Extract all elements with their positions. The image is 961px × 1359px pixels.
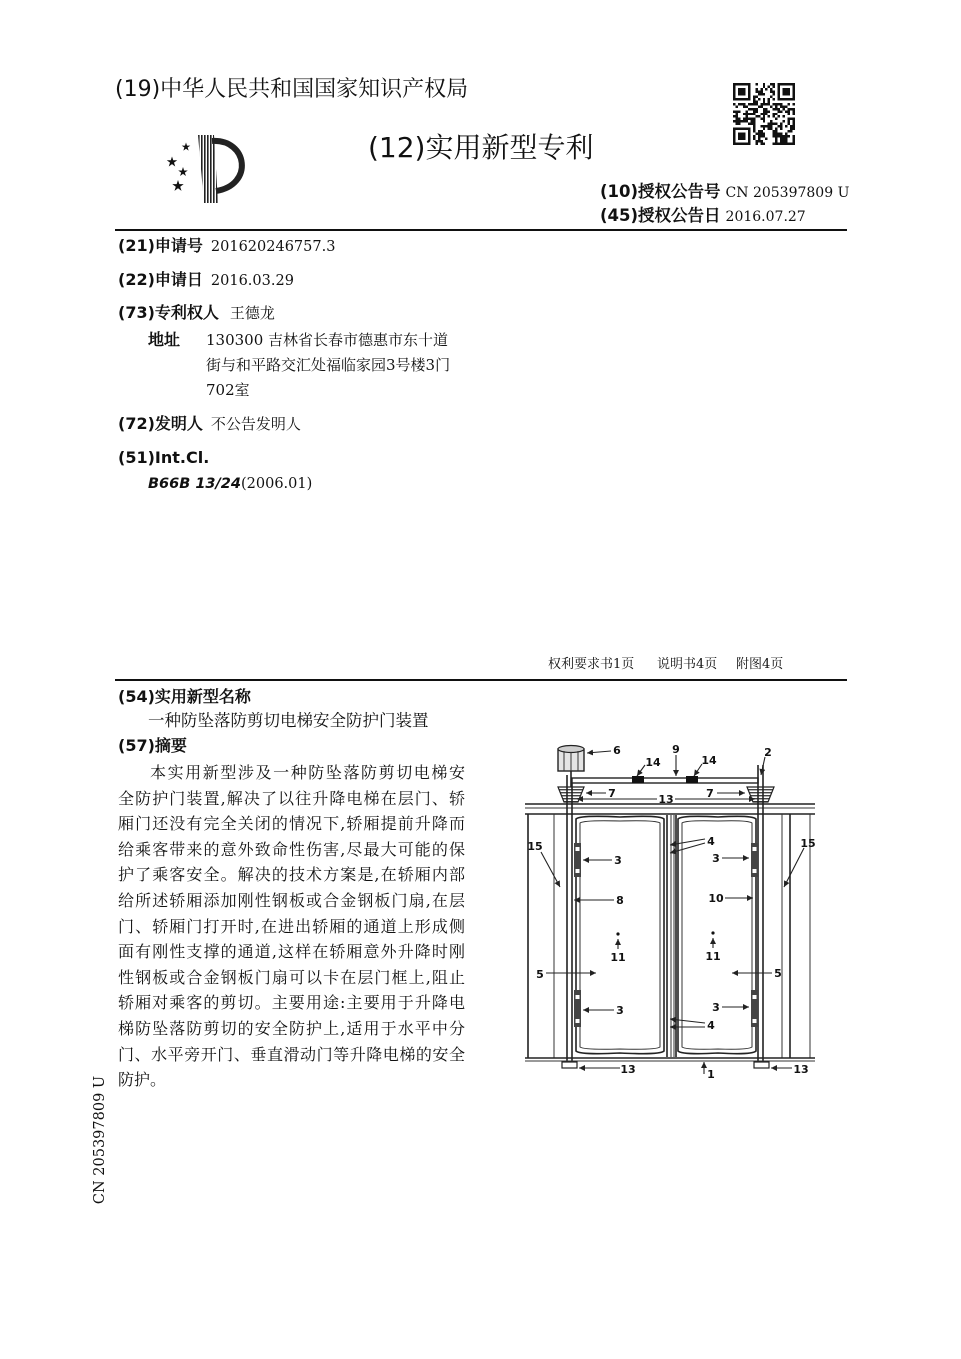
figure-reference-label: 3 — [712, 852, 720, 865]
abstract-label-row — [118, 736, 187, 756]
int-cl-label: (51)Int.Cl. — [118, 448, 210, 467]
int-cl-row — [118, 448, 209, 468]
section-divider — [115, 679, 847, 681]
inventor-row — [118, 414, 301, 434]
elevator-door-figure — [520, 735, 820, 1085]
logo-stem — [198, 135, 218, 203]
abstract-line: 门、水平旁开门、垂直滑动门等升降电梯的安全 — [118, 1044, 465, 1064]
figure-reference-label: 14 — [645, 756, 661, 769]
abstract-line: 轿厢对乘客的剪切。主要用途:主要用于升降电 — [118, 993, 465, 1013]
title-label: (54)实用新型名称 — [118, 687, 251, 706]
inventor-label: (72)发明人 — [118, 414, 203, 433]
door-panels — [576, 815, 756, 1057]
header-divider — [115, 229, 847, 231]
abstract-body — [118, 760, 465, 1093]
publication-number-row — [600, 182, 849, 202]
abstract-line: 给所述轿厢添加刚性钢板或合金钢板门扇,在层 — [118, 890, 465, 910]
figure-reference-label: 13 — [620, 1063, 636, 1076]
int-cl-code: B66B 13/24 — [148, 476, 241, 492]
filing-date: 2016.03.29 — [210, 273, 294, 289]
floor-blocks — [562, 1062, 769, 1068]
frame — [525, 765, 815, 1061]
figure-reference-label: 7 — [608, 787, 616, 800]
star-icon — [178, 167, 188, 176]
address-line: 702室 — [206, 381, 250, 399]
star-icon — [182, 143, 191, 151]
filing-date-label: (22)申请日 — [118, 270, 203, 289]
utility-model-title: 一种防坠落防剪切电梯安全防护门装置 — [148, 711, 429, 730]
figure-reference-label: 3 — [614, 854, 622, 867]
top-rail — [572, 776, 758, 783]
drawings-page-count: 附图4页 — [736, 657, 784, 672]
application-number-label: (21)申请号 — [118, 236, 203, 255]
figure-reference-label: 5 — [536, 968, 544, 981]
application-number: 201620246757.3 — [210, 239, 336, 255]
int-cl-version: (2006.01) — [240, 476, 313, 492]
side-publication-number: CN 205397809 U — [92, 1075, 108, 1205]
leader-arrow — [784, 848, 804, 887]
star-icon — [167, 157, 177, 167]
figure-reference-label: 13 — [793, 1063, 809, 1076]
figure-reference-label: 3 — [616, 1004, 624, 1017]
claims-page-count: 权利要求书1页 — [548, 657, 635, 672]
abstract-line: 厢门还没有完全关闭的情况下,轿厢提前升降而 — [118, 814, 465, 834]
description-page-count: 说明书4页 — [657, 657, 718, 672]
publication-date-label: (45)授权公告日 — [600, 206, 721, 225]
address-line: 街与和平路交汇处福临家园3号楼3门 — [206, 356, 451, 374]
document-type: (12)实用新型专利 — [368, 131, 594, 164]
figure-reference-label: 1 — [707, 1068, 715, 1081]
figure-reference-label: 15 — [800, 837, 816, 850]
int-cl-code-row — [148, 473, 312, 493]
abstract-line: 性钢板或合金钢板门扇可以卡在层门框上,阻止 — [118, 967, 465, 987]
address-label-row — [148, 330, 180, 350]
figure-reference-label: 11 — [610, 951, 626, 964]
figure-reference-label: 4 — [707, 1019, 715, 1032]
abstract-label: (57)摘要 — [118, 736, 187, 755]
leader-arrow — [637, 765, 645, 776]
figure-reference-label: 4 — [707, 835, 715, 848]
inventor-value: 不公告发明人 — [210, 415, 301, 433]
figure-reference-label: 10 — [708, 892, 724, 905]
filing-date-row — [118, 270, 294, 290]
figure-reference-label: 5 — [774, 967, 782, 980]
figure-reference-label: 9 — [672, 743, 680, 756]
sipo-logo-icon — [150, 125, 260, 210]
abstract-line: 梯防坠落防剪切的安全防护上,适用于水平中分 — [118, 1018, 465, 1038]
patentee-row — [118, 303, 275, 323]
figure-reference-label: 2 — [764, 746, 772, 759]
patentee-label: (73)专利权人 — [118, 303, 219, 322]
motor — [558, 746, 584, 788]
figure-reference-label: 3 — [712, 1001, 720, 1014]
hinges — [574, 843, 758, 1027]
abstract-line: 给乘客带来的意外致命性伤害,尽最大可能的保 — [118, 839, 465, 859]
figure-reference-label: 7 — [706, 787, 714, 800]
publication-date-row — [600, 206, 806, 226]
abstract-line: 全防护门装置,解决了以往升降电梯在层门、轿 — [118, 788, 465, 808]
patentee-name: 王德龙 — [229, 304, 275, 322]
application-number-row — [118, 236, 335, 256]
qr-code-icon — [733, 83, 795, 145]
figure-reference-label: 6 — [613, 744, 621, 757]
figure-reference-label: 8 — [616, 894, 624, 907]
publication-number: CN 205397809 U — [725, 185, 850, 201]
star-icon — [172, 180, 183, 191]
title-label-row — [118, 687, 251, 707]
abstract-line: 防护。 — [118, 1070, 167, 1090]
figure-reference-label: 11 — [705, 950, 721, 963]
figure-reference-label: 14 — [701, 754, 717, 767]
publication-date: 2016.07.27 — [725, 209, 806, 225]
address-label: 地址 — [148, 330, 181, 349]
abstract-line: 本实用新型涉及一种防坠落防剪切电梯安 — [150, 763, 465, 782]
figure-reference-label: 13 — [658, 793, 674, 806]
abstract-line: 护了乘客安全。解决的技术方案是,在轿厢内部 — [118, 865, 465, 885]
leader-arrow — [541, 852, 560, 887]
issuing-office: (19)中华人民共和国国家知识产权局 — [115, 77, 469, 102]
leader-arrow — [587, 751, 611, 753]
reference-dots — [616, 931, 714, 935]
abstract-line: 门、轿厢门打开时,在进出轿厢的通道上形成侧 — [118, 916, 465, 936]
publication-number-label: (10)授权公告号 — [600, 182, 721, 201]
address-line: 130300 吉林省长春市德惠市东十道 — [206, 331, 449, 349]
figure-reference-label: 15 — [527, 840, 543, 853]
abstract-line: 面有刚性支撑的通道,这样在轿厢意外升降时刚 — [118, 942, 465, 962]
